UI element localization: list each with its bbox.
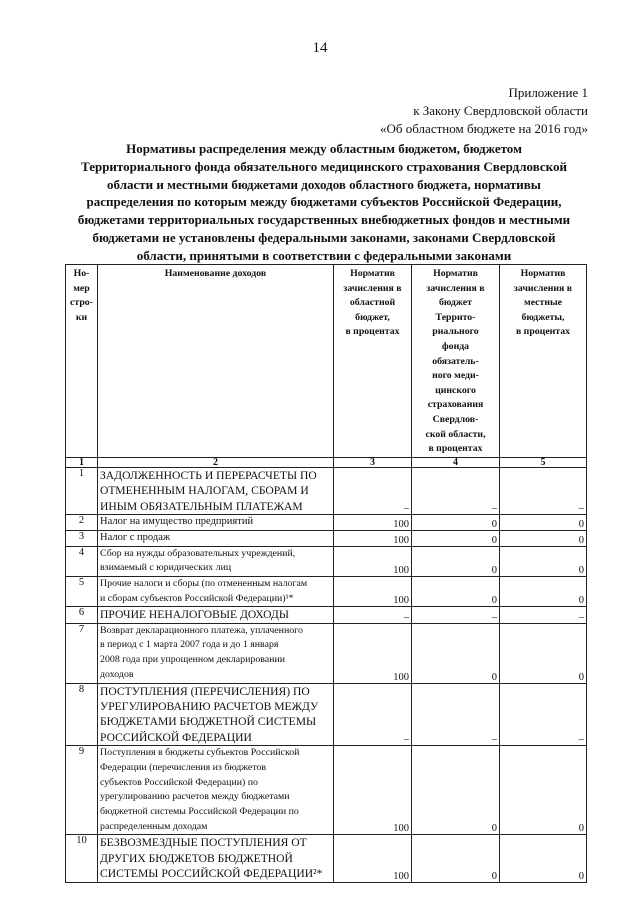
medical-fund-value: – — [412, 607, 500, 623]
title-line: бюджетами территориальных государственных внебюджетных фондов и местными — [77, 212, 571, 228]
income-name — [98, 576, 334, 606]
header-text-line: в процентах — [515, 326, 571, 338]
medical-fund-value: 0 — [412, 623, 500, 683]
header-text-line: Норматив — [433, 268, 478, 279]
income-name-line: Налог с продаж — [100, 531, 171, 543]
income-name-line: БЕЗВОЗМЕЗДНЫЕ ПОСТУПЛЕНИЯ ОТ — [100, 836, 307, 850]
row-number: 9 — [66, 746, 98, 835]
regional-budget-value: 100 — [334, 623, 412, 683]
income-name-line: в период с 1 марта 2007 года и до 1 января — [100, 639, 279, 651]
income-name-line: Федерации (перечисления из бюджетов — [100, 761, 267, 773]
table-row — [66, 546, 587, 576]
header-text-line: бюджеты, — [521, 311, 565, 323]
header-text-line: ного меди- — [432, 370, 479, 382]
regional-budget-value: 100 — [334, 835, 412, 882]
income-name-line: Сбор на нужды образовательных учреждений, — [100, 547, 296, 559]
table-row — [66, 514, 587, 530]
local-budgets-value: 0 — [500, 530, 587, 546]
column-index: 1 — [66, 457, 98, 467]
header-text-line: местные — [524, 297, 562, 309]
income-name-line: ИНЫМ ОБЯЗАТЕЛЬНЫМ ПЛАТЕЖАМ — [100, 499, 303, 513]
row-number: 5 — [66, 576, 98, 606]
header-text-line: ской области, — [425, 428, 486, 440]
medical-fund-value: 0 — [412, 514, 500, 530]
table-row — [66, 607, 587, 623]
income-name-line: субъектов Российской Федерации) по — [100, 776, 258, 788]
medical-fund-value: 0 — [412, 546, 500, 576]
income-name-line: Поступления в бюджеты субъектов Российской — [100, 747, 300, 759]
medical-fund-value: 0 — [412, 746, 500, 835]
table-row — [66, 746, 587, 835]
income-name-line: ПРОЧИЕ НЕНАЛОГОВЫЕ ДОХОДЫ — [100, 608, 289, 622]
income-name-line: Налог на имущество предприятий — [100, 515, 254, 527]
medical-fund-value: 0 — [412, 530, 500, 546]
header-text-line: Террито- — [435, 311, 476, 323]
title-line: бюджетами не установлены федеральными законами, законами Свердловской — [92, 229, 556, 245]
income-name — [98, 746, 334, 835]
header-row-number — [66, 265, 98, 458]
column-index: 4 — [412, 457, 500, 467]
income-name-line: распределенным доходам — [100, 820, 208, 832]
appendix-line: Приложение 1 — [508, 85, 588, 100]
income-name-line: ОТМЕНЕННЫМ НАЛОГАМ, СБОРАМ И — [100, 484, 309, 498]
header-text-line: стро- — [70, 297, 93, 309]
title-line: Территориального фонда обязательного медицинского страхования Свердловской — [81, 158, 567, 174]
header-text-line: страхования — [427, 399, 484, 411]
income-name — [98, 546, 334, 576]
header-text-line: цинского — [435, 384, 476, 396]
regional-budget-value: – — [334, 467, 412, 514]
income-name — [98, 514, 334, 530]
table-row — [66, 623, 587, 683]
row-number: 4 — [66, 546, 98, 576]
header-text-line: зачисления в — [426, 282, 485, 294]
local-budgets-value: 0 — [500, 835, 587, 882]
regional-budget-value: 100 — [334, 546, 412, 576]
table-row — [66, 530, 587, 546]
header-text-line: бюджет — [439, 297, 472, 309]
header-text-line: в процентах — [428, 443, 483, 455]
regional-budget-value: – — [334, 683, 412, 746]
page-number: 14 — [312, 40, 328, 56]
income-name-line: Возврат декларационного платежа, уплаченного — [100, 624, 303, 636]
header-text-line: Норматив — [520, 268, 566, 279]
local-budgets-value: 0 — [500, 576, 587, 606]
header-income-name — [98, 265, 334, 458]
header-text-line: обязатель- — [432, 355, 479, 367]
title-line: области, принятыми в соответствии с федеральными законами — [136, 247, 512, 263]
local-budgets-value: 0 — [500, 514, 587, 530]
regional-budget-value: 100 — [334, 514, 412, 530]
title-line: области и местными бюджетами доходов областного бюджета, нормативы — [107, 176, 541, 192]
income-name-line: ЗАДОЛЖЕННОСТЬ И ПЕРЕРАСЧЕТЫ ПО — [100, 468, 317, 482]
regional-budget-value: 100 — [334, 746, 412, 835]
table-row — [66, 683, 587, 746]
row-number: 2 — [66, 514, 98, 530]
income-name — [98, 623, 334, 683]
header-local-budgets — [500, 265, 587, 458]
income-name-line: УРЕГУЛИРОВАНИЮ РАСЧЕТОВ МЕЖДУ — [100, 699, 319, 713]
row-number: 3 — [66, 530, 98, 546]
header-text-line: риального — [432, 326, 479, 338]
header-text-line: Но- — [73, 268, 90, 279]
appendix-line: «Об областном бюджете на 2016 год» — [380, 121, 588, 136]
income-name-line: доходов — [100, 668, 134, 680]
income-name-line: ПОСТУПЛЕНИЯ (ПЕРЕЧИСЛЕНИЯ) ПО — [100, 684, 310, 698]
regional-budget-value: 100 — [334, 576, 412, 606]
regional-budget-value: 100 — [334, 530, 412, 546]
local-budgets-value: 0 — [500, 546, 587, 576]
income-name-line: и сборам субъектов Российской Федерации)¹* — [100, 592, 294, 604]
local-budgets-value: – — [500, 467, 587, 514]
medical-fund-value: 0 — [412, 835, 500, 882]
medical-fund-value: – — [412, 467, 500, 514]
appendix-reference — [380, 84, 588, 138]
header-text-line: Наименование доходов — [164, 268, 267, 279]
column-index: 5 — [500, 457, 587, 467]
header-regional-budget — [334, 265, 412, 458]
income-name-line: РОССИЙСКОЙ ФЕДЕРАЦИИ — [100, 730, 252, 744]
header-text-line: мер — [73, 282, 90, 294]
row-number: 7 — [66, 623, 98, 683]
column-index: 3 — [334, 457, 412, 467]
header-text-line: зачисления в — [513, 282, 573, 294]
income-name — [98, 530, 334, 546]
header-text-line: бюджет, — [355, 311, 390, 323]
row-number: 6 — [66, 607, 98, 623]
row-number: 10 — [66, 835, 98, 882]
medical-fund-value: – — [412, 683, 500, 746]
local-budgets-value: 0 — [500, 623, 587, 683]
local-budgets-value: – — [500, 683, 587, 746]
header-text-line: Свердлов- — [432, 413, 479, 425]
header-text-line: в процентах — [345, 326, 400, 338]
table-row — [66, 576, 587, 606]
table-row — [66, 467, 587, 514]
title-line: распределения по которым между бюджетами субъектов Российской Федерации, — [86, 194, 562, 210]
title-line: Нормативы распределения между областным бюджетом, бюджетом — [126, 141, 522, 156]
regional-budget-value: – — [334, 607, 412, 623]
income-name-line: СИСТЕМЫ РОССИЙСКОЙ ФЕДЕРАЦИИ²* — [100, 867, 323, 881]
header-text-line: областной — [349, 297, 396, 309]
table-row — [66, 835, 587, 882]
header-text-line: ки — [75, 311, 88, 323]
income-name-line: взимаемый с юридических лиц — [100, 562, 232, 574]
income-name-line: бюджетной системы Российской Федерации по — [100, 806, 299, 817]
income-name — [98, 607, 334, 623]
medical-fund-value: 0 — [412, 576, 500, 606]
income-name-line: БЮДЖЕТАМИ БЮДЖЕТНОЙ СИСТЕМЫ — [100, 715, 317, 729]
header-text-line: Норматив — [350, 268, 395, 279]
row-number: 1 — [66, 467, 98, 514]
income-name-line: урегулированию расчетов между бюджетами — [100, 791, 290, 803]
income-name — [98, 683, 334, 746]
income-name-line: Прочие налоги и сборы (по отмененным налогам — [100, 577, 308, 589]
header-text-line: фонда — [441, 340, 470, 352]
local-budgets-value: 0 — [500, 746, 587, 835]
header-text-line: зачисления в — [343, 282, 402, 294]
table-header-row — [66, 265, 587, 458]
income-name-line: 2008 года при упрощенном декларировании — [100, 654, 286, 666]
local-budgets-value: – — [500, 607, 587, 623]
document-title — [60, 140, 588, 265]
header-medical-fund — [412, 265, 500, 458]
column-index: 2 — [98, 457, 334, 467]
income-name — [98, 467, 334, 514]
row-number: 8 — [66, 683, 98, 746]
appendix-line: к Закону Свердловской области — [413, 103, 588, 118]
income-name — [98, 835, 334, 882]
income-name-line: ДРУГИХ БЮДЖЕТОВ БЮДЖЕТНОЙ — [100, 851, 293, 865]
norms-table — [65, 264, 587, 883]
column-index-row — [66, 457, 587, 467]
